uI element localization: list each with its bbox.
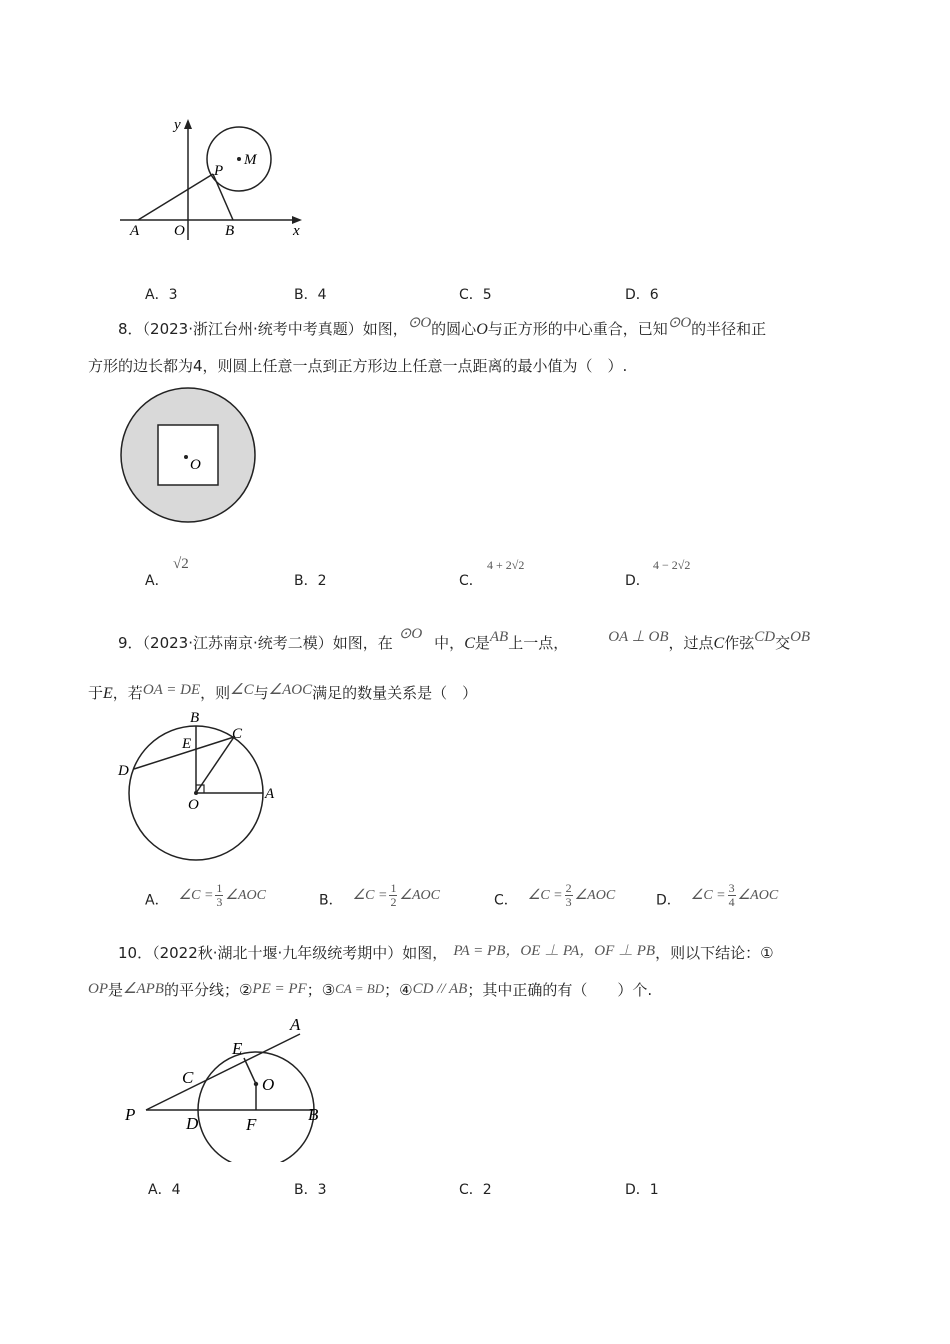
q9-option-d-num: 3 xyxy=(728,881,735,895)
q7-figure xyxy=(110,110,320,245)
q8-option-d-value: 4 − 2√2 xyxy=(653,558,691,572)
q7-option-d-letter: D． xyxy=(625,287,650,303)
q9-option-a-letter: A． xyxy=(145,892,169,909)
q9-option-b-num: 1 xyxy=(390,881,397,895)
q10-line2-b: 是 xyxy=(108,981,124,999)
q9-option-b[interactable] xyxy=(319,881,441,915)
q10-OP: OP xyxy=(88,981,108,997)
q9-option-b-den: 2 xyxy=(390,895,397,909)
q9-text-6: 交 xyxy=(775,634,791,652)
q9-option-d-den: 4 xyxy=(728,895,735,909)
q9-text-5: 作弦 xyxy=(724,634,755,652)
q9-label-A: A xyxy=(265,786,275,802)
q8-line2: 方形的边长都为4，则圆上任意一点到正方形边上任意一点距离的最小值为（ ）. xyxy=(88,357,628,375)
q9-label-D: D xyxy=(118,763,129,779)
q9-option-d-pre: ∠C = xyxy=(690,887,726,903)
q8-text-O: O xyxy=(476,321,488,338)
q8-option-b[interactable] xyxy=(294,570,327,590)
q9-text-E: E xyxy=(103,685,113,702)
q9-option-d[interactable] xyxy=(656,881,779,915)
q10-conditions: PA = PB，OE ⊥ PA，OF ⊥ PB xyxy=(453,943,656,959)
q10-line2-j: ；其中正确的有（ ）个. xyxy=(467,981,653,999)
q9-label-O: O xyxy=(188,797,199,813)
q9-label-E: E xyxy=(182,736,192,752)
q10-label-F: F xyxy=(246,1115,257,1134)
q9-text-3: 上一点， xyxy=(508,634,569,652)
q10-line2-f: ；③ xyxy=(306,981,336,999)
q10-label-E: E xyxy=(232,1039,243,1058)
q10-option-a-value: 4 xyxy=(171,1182,181,1198)
q10-source: （2022秋·湖北十堰·九年级统考期中）如图， xyxy=(152,944,448,962)
q10-label-C: C xyxy=(182,1068,194,1087)
q8-label-O: O xyxy=(190,457,201,473)
q10-CD-AB: CD // AB xyxy=(412,981,468,997)
q10-option-d-letter: D． xyxy=(625,1182,650,1198)
q8-figure xyxy=(118,385,258,525)
q9-option-a-num: 1 xyxy=(216,881,223,895)
q7-option-a-value: 3 xyxy=(168,287,178,303)
q8-option-a-letter: A． xyxy=(145,573,169,589)
q9-line2-a: 于 xyxy=(88,684,104,702)
q10-option-b[interactable] xyxy=(294,1179,327,1199)
q9-arc-AB: AB xyxy=(489,629,509,645)
q8-text-3: 与正方形的中心重合，已知 xyxy=(487,320,668,338)
q7-label-y: y xyxy=(174,117,181,133)
q9-perp: OA ⊥ OB xyxy=(608,629,669,645)
q10-line2 xyxy=(88,979,652,1000)
q7-option-b-value: 4 xyxy=(317,287,327,303)
q8-circle-symbol: ⊙O xyxy=(407,315,432,331)
q8-text-1: 的圆心 xyxy=(431,320,477,338)
q9-option-c-letter: C． xyxy=(494,892,518,909)
q9-figure xyxy=(110,705,290,865)
q8-option-a-value: √2 xyxy=(173,556,189,572)
q10-number: 10． xyxy=(118,944,153,962)
q9-text-4: ，过点 xyxy=(668,634,714,652)
q10-line1 xyxy=(118,942,774,963)
q8-text-4: 的半径和正 xyxy=(691,320,767,338)
q10-PE-PF: PE = PF xyxy=(252,981,307,997)
q8-option-a[interactable] xyxy=(145,570,169,590)
q9-source: （2023·江苏南京·统考二模）如图，在 xyxy=(142,634,393,652)
q9-option-b-post: ∠AOC xyxy=(399,887,441,903)
q9-angAOC: ∠AOC xyxy=(268,682,313,698)
q7-label-A: A xyxy=(130,223,140,239)
q10-option-c-value: 2 xyxy=(482,1182,492,1198)
q7-option-c-value: 5 xyxy=(482,287,492,303)
q9-line2-e: 满足的数量关系是（ ） xyxy=(312,684,478,702)
q9-text-C: C xyxy=(464,635,475,652)
q9-text-C-2: C xyxy=(713,635,725,652)
q9-text-2: 是 xyxy=(474,634,490,652)
q9-line1 xyxy=(118,626,811,653)
q9-circle-symbol: ⊙O xyxy=(398,626,423,642)
q10-label-P: P xyxy=(125,1105,136,1124)
q8-option-b-value: 2 xyxy=(317,573,327,589)
q9-CD: CD xyxy=(754,629,776,645)
q7-option-b-letter: B． xyxy=(294,287,318,303)
q8-option-d[interactable] xyxy=(625,570,650,590)
q8-option-c-letter: C． xyxy=(459,573,483,589)
q10-option-c[interactable] xyxy=(459,1179,492,1199)
q7-label-P: P xyxy=(214,163,224,179)
q7-option-b[interactable] xyxy=(294,284,327,304)
q7-label-O: O xyxy=(174,223,185,239)
q7-option-d-value: 6 xyxy=(649,287,659,303)
q9-line2 xyxy=(88,682,477,703)
q9-option-c-pre: ∠C = xyxy=(527,887,563,903)
q10-option-d[interactable] xyxy=(625,1179,659,1199)
q9-label-B: B xyxy=(190,710,200,726)
q9-option-c-den: 3 xyxy=(565,895,572,909)
q10-option-b-letter: B． xyxy=(294,1182,318,1198)
q9-option-c[interactable] xyxy=(494,881,616,915)
q10-CA-BD: CA = BD xyxy=(335,981,385,996)
q10-label-A: A xyxy=(290,1015,301,1034)
q9-number: 9． xyxy=(118,634,143,652)
q10-option-d-value: 1 xyxy=(649,1182,659,1198)
q7-option-c-letter: C． xyxy=(459,287,483,303)
q8-option-c-value: 4 + 2√2 xyxy=(487,558,525,572)
q8-number: 8． xyxy=(118,320,143,338)
q9-OB: OB xyxy=(790,629,811,645)
q9-option-d-post: ∠AOC xyxy=(737,887,779,903)
q9-option-a[interactable] xyxy=(145,881,266,915)
q9-line2-d: 与 xyxy=(253,684,269,702)
q7-option-a[interactable] xyxy=(145,284,178,304)
q10-option-c-letter: C． xyxy=(459,1182,483,1198)
q9-option-b-letter: B． xyxy=(319,892,343,909)
q7-label-B: B xyxy=(225,223,235,239)
q8-option-c[interactable] xyxy=(459,570,483,590)
q9-option-b-pre: ∠C = xyxy=(352,887,388,903)
q9-text-1: 中， xyxy=(434,634,465,652)
q10-label-B: B xyxy=(308,1105,319,1124)
q8-source: （2023·浙江台州·统考中考真题）如图， xyxy=(142,320,408,338)
q9-option-c-post: ∠AOC xyxy=(574,887,616,903)
q9-option-d-letter: D． xyxy=(656,892,681,909)
q9-line2-b: ，若 xyxy=(112,684,143,702)
q9-option-a-post: ∠AOC xyxy=(225,887,266,903)
q10-label-O: O xyxy=(262,1075,275,1094)
q10-angAPB: ∠APB xyxy=(123,981,164,997)
q10-option-a[interactable] xyxy=(148,1179,181,1199)
q7-option-a-letter: A． xyxy=(145,287,169,303)
q8-option-b-letter: B． xyxy=(294,573,318,589)
q9-line2-c: ，则 xyxy=(200,684,231,702)
q9-eq: OA = DE xyxy=(142,682,201,698)
q7-label-x: x xyxy=(293,223,300,239)
q10-text-1: ，则以下结论：① xyxy=(655,944,774,962)
q9-angC: ∠C xyxy=(230,682,254,698)
q9-option-c-num: 2 xyxy=(565,881,572,895)
q8-circle-symbol-2: ⊙O xyxy=(667,315,692,331)
q10-label-D: D xyxy=(186,1114,199,1133)
q9-option-a-pre: ∠C = xyxy=(178,887,214,903)
q8-line1 xyxy=(118,315,767,339)
q10-option-a-letter: A． xyxy=(148,1182,172,1198)
q10-line2-h: ；④ xyxy=(384,981,413,999)
q10-line2-d: 的平分线；② xyxy=(163,981,253,999)
q9-label-C: C xyxy=(232,726,243,742)
q8-option-d-letter: D． xyxy=(625,573,650,589)
q7-label-M: M xyxy=(244,152,257,168)
q10-figure xyxy=(120,1012,340,1162)
q7-option-d[interactable] xyxy=(625,284,659,304)
q9-option-a-den: 3 xyxy=(216,895,223,909)
q10-option-b-value: 3 xyxy=(317,1182,327,1198)
q7-option-c[interactable] xyxy=(459,284,492,304)
